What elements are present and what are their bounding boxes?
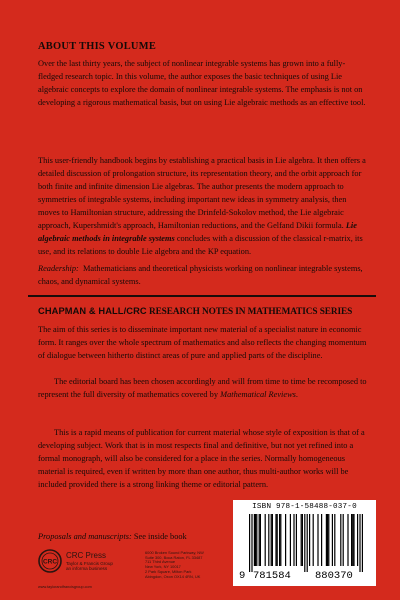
barcode-bar [268, 514, 269, 566]
series-title-name: RESEARCH NOTES IN MATHEMATICS SERIES [148, 307, 353, 317]
address-line: Abingdon, Oxon OX14 4RN, UK [145, 573, 201, 579]
address-line: 2 Park Square, Milton Park [145, 568, 192, 574]
barcode-bar [277, 514, 278, 566]
publisher-group [66, 561, 126, 571]
publisher-group-line-2: an informa business [66, 566, 108, 571]
barcode-bar [256, 514, 257, 566]
publisher-name: CRC Press [66, 551, 107, 560]
barcode-bar [343, 514, 344, 566]
barcode-bar [275, 514, 276, 566]
barcode-bar [362, 514, 363, 572]
about-paragraph-1: Over the last thirty years, the subject of nonlinear integrable systems has grown into a fully-fledged research topic. In this volume, the author exposes the basic techniques of using Lie algebraic concepts to explore the domain of nonlinear integrable systems. The emphasis is not on developing a rigorous mathematical basis, but on using Lie algebraic methods as an effective tool. [38, 59, 366, 107]
barcode-bar [321, 514, 322, 566]
proposals-label: Proposals and manuscripts: [38, 532, 132, 541]
barcode-bar [326, 514, 327, 566]
readership-label: Readership: [38, 264, 79, 273]
barcode-bar [327, 514, 328, 566]
address-line: 6000 Broken Sound Parkway, NW [145, 550, 204, 555]
publisher-url: www.taylorandfrancisgroup.com [38, 585, 92, 589]
proposals-text: See inside book [133, 532, 187, 541]
barcode-bar [340, 514, 341, 566]
barcode-bar [259, 514, 260, 566]
barcode-bar [357, 514, 358, 566]
barcode-bar [255, 514, 256, 566]
barcode-bar [302, 514, 303, 566]
address-line: 711 Third Avenue [145, 559, 176, 565]
barcode-bar [293, 514, 294, 566]
proposals [38, 532, 187, 541]
about-paragraph-2 [38, 154, 370, 258]
isbn-number: ISBN 978-1-58488-037-0 [252, 503, 357, 511]
series-paragraph-3: This is a rapid means of publication for current material whose style of exposition is that of a developing subject. Work that is in most respects final and definitive, but not yet refined into a formal monograph, will also be considered for a place in the series. Normally homogeneous material is required, even if written by more than one author, thus multi-author works will be included provided there is a strong linking theme or editorial pattern. [38, 428, 365, 489]
readership [38, 262, 370, 288]
barcode-bar [280, 514, 281, 566]
address-line: Suite 300, Boca Raton, FL 33487 [145, 554, 203, 560]
barcode-bar [279, 514, 280, 566]
about-paragraph-2-text: This user-friendly handbook begins by establishing a practical basis in Lie algebra. It then offers a detailed discussion of prolongation structure, its representation theory, and the orbit approach for both finite and infinite dimension Lie algebras. The author presents the modern approach to symmetries of integrable systems, including important new ideas in symmetry analysis, then moves to Hamiltonian structure, addressing the Drinfeld-Sokolov method, the Lie algebraic approach, Kupershmidt's approach, Hamiltonian reductions, and the Gelfand Dikii formula. [38, 156, 366, 230]
barcode-bar [347, 514, 348, 566]
barcode-bar [332, 514, 333, 566]
barcode-bar [304, 514, 305, 572]
publisher-group-line-1: Taylor & Francis Group [66, 561, 113, 566]
barcode-left-digits: 781584 [253, 570, 291, 582]
about-paragraph-2-end: concludes with a discussion of the classical r-matrix, its use, and its relations to double Lie algebra and the KP equation. [38, 234, 363, 256]
journal-name: Mathematical Reviews [220, 390, 296, 399]
barcode-bar [313, 514, 314, 566]
series-paragraph-1: The aim of this series is to disseminate important new material of a specialist nature in economic form. It ranges over the whole spectrum of mathematics and also reflects the changing momentum of dialogue between hitherto distinct areas of pure and applied parts of the discipline. [38, 325, 367, 360]
barcode-bar [359, 514, 360, 572]
about-title: ABOUT THIS VOLUME [38, 41, 157, 52]
crc-logo-text: CRC [42, 558, 58, 566]
barcode-bars [233, 514, 376, 576]
publisher-address [145, 551, 215, 579]
barcode-panel [233, 500, 376, 586]
barcode-bar [328, 514, 329, 566]
series-paragraph-2 [38, 375, 370, 401]
barcode-right-digits: 880370 [315, 570, 353, 582]
barcode-bar [334, 514, 335, 566]
barcode-bar [271, 514, 272, 566]
book-title-inline: Lie algebraic methods in integrable systems [38, 221, 357, 243]
readership-text: Mathematicians and theoretical physicists working on nonlinear integrable systems, chaos, and dynamical systems. [38, 264, 363, 286]
barcode-bar [301, 514, 302, 566]
barcode-bar [285, 514, 286, 566]
address-line: New York, NY 10017 [145, 564, 181, 570]
crc-logo-icon [38, 549, 62, 573]
barcode-bar [290, 514, 291, 566]
series-paragraph-2-end: . [295, 390, 298, 399]
barcode-bar [352, 514, 353, 566]
series-title-imprint: CHAPMAN & HALL/CRC [38, 306, 147, 316]
barcode-bar [351, 514, 352, 566]
section-divider [28, 295, 376, 297]
barcode-bar [249, 514, 250, 572]
barcode-bar [260, 514, 261, 566]
barcode-bar [307, 514, 308, 572]
barcode-bar [353, 514, 354, 566]
barcode-bar [317, 514, 318, 566]
barcode-bar [296, 514, 297, 566]
barcode-bar [254, 514, 255, 566]
series-paragraph-2-text: The editorial board has been chosen accordingly and will from time to time be recomposed to represent the full diversity of mathematics covered by [38, 377, 367, 399]
barcode-bar [272, 514, 273, 566]
barcode-bar [265, 514, 266, 566]
barcode-lead-digit: 9 [239, 570, 246, 582]
barcode-bar [251, 514, 252, 572]
series-title [38, 306, 352, 317]
barcode-bar [309, 514, 310, 566]
